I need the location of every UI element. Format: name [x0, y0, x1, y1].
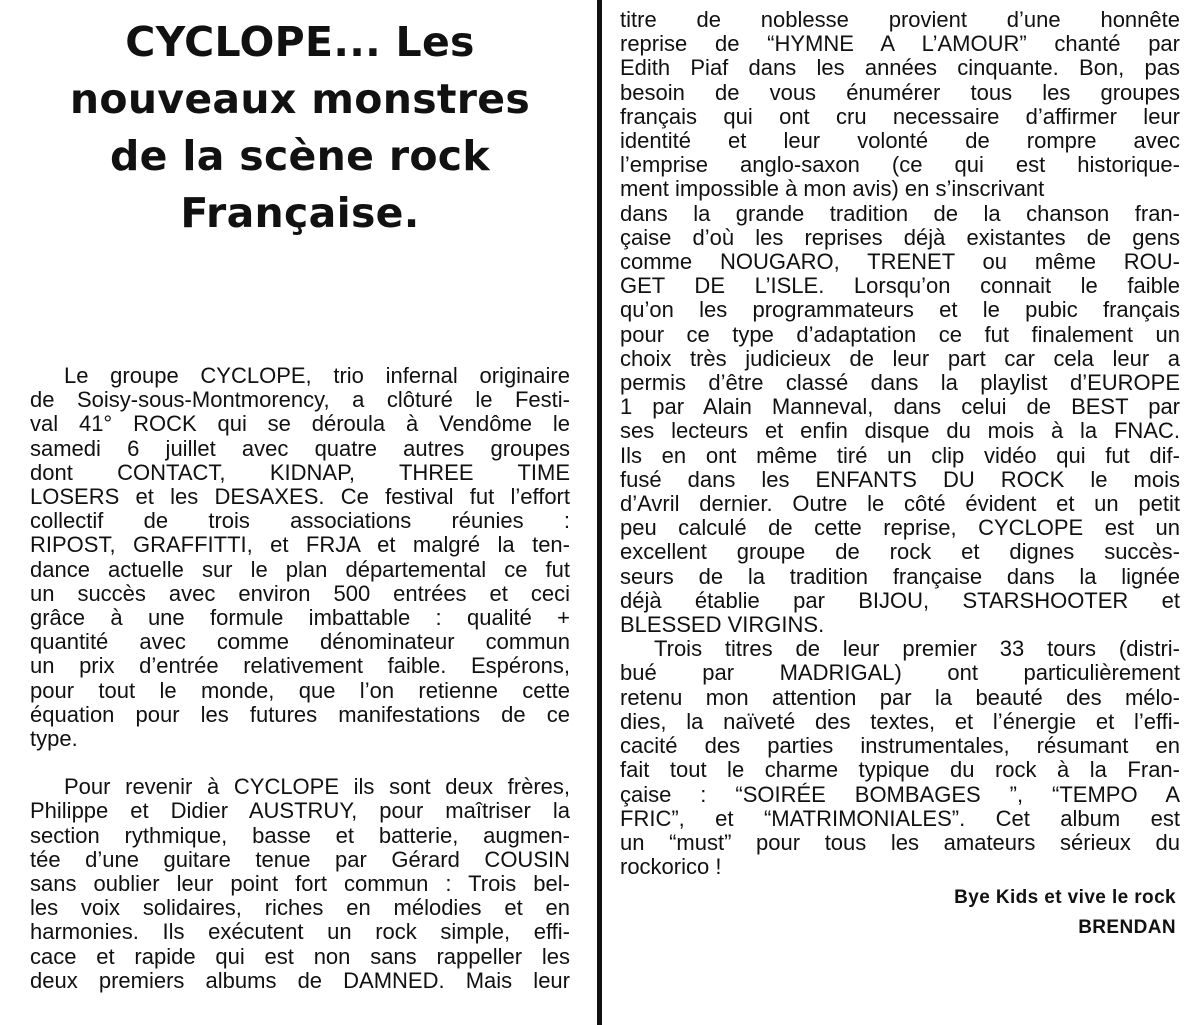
text-line: RIPOST, GRAFFITTI, et FRJA et malgré la ten- — [30, 532, 570, 558]
text-line: les voix solidaires, riches en mélodies et en — [30, 895, 570, 921]
left-paragraph-2 — [30, 775, 570, 993]
title-line: de la scène rock — [110, 132, 490, 180]
text-line: val 41° ROCK qui se déroula à Vendôme le — [30, 411, 570, 437]
text-line: Ils en ont même tiré un clip vidéo qui fut dif- — [620, 442, 1180, 468]
text-line: tée d’une guitare tenue par Gérard COUSIN — [30, 846, 570, 872]
text-line: un prix d’entrée relativement faible. Espérons, — [30, 653, 570, 679]
text-line: grâce à une formule imbattable : qualité + — [30, 605, 570, 631]
text-line: çaise : “SOIRÉE BOMBAGES ”, “TEMPO A — [620, 781, 1180, 807]
text-line: rockorico ! — [620, 854, 722, 880]
right-paragraph-2 — [620, 637, 1180, 879]
text-line: un “must” pour tous les amateurs sérieux du — [620, 829, 1180, 855]
text-line: pour ce type d’adaptation ce fut finalement un — [620, 321, 1180, 347]
text-line: de Soisy-sous-Montmorency, a clôturé le Festi- — [30, 387, 570, 413]
text-line: seurs de la tradition française dans la lignée — [620, 563, 1180, 589]
text-line: ses lecteurs et enfin disque du mois à la FNAC. — [620, 418, 1180, 444]
article-title — [30, 14, 570, 242]
text-line: choix très judicieux de leur part car cela leur a — [620, 345, 1180, 371]
text-line: fusé dans les ENFANTS DU ROCK le mois — [620, 466, 1180, 492]
text-line: deux premiers albums de DAMNED. Mais leur — [30, 967, 570, 993]
article-signoff: Bye Kids et vive le rock — [954, 887, 1176, 909]
title-line: CYCLOPE... Les — [125, 18, 475, 66]
text-line: un succès avec environ 500 entrées et ceci — [30, 580, 570, 606]
text-line: collectif de trois associations réunies : — [30, 508, 570, 534]
text-line: çaise d’où les reprises déjà existantes de gens — [620, 224, 1180, 250]
text-line: retenu mon attention par la beauté des mélo- — [620, 684, 1180, 710]
text-line: section rythmique, basse et batterie, augmen- — [30, 822, 570, 848]
text-line: cace et rapide qui est non sans rappeller les — [30, 943, 570, 969]
title-line: nouveaux monstres — [69, 75, 531, 123]
text-line: bué par MADRIGAL) ont particulièrement — [620, 660, 1180, 686]
text-line: qu’on les programmateurs et le pubic français — [620, 297, 1180, 323]
left-paragraph-1 — [30, 364, 570, 751]
text-line: l’emprise anglo-saxon (ce qui est historique- — [620, 152, 1180, 178]
text-line: cacité des parties instrumentales, résumant en — [620, 733, 1180, 759]
text-line: excellent groupe de rock et dignes succès- — [620, 539, 1180, 565]
text-line: dans la grande tradition de la chanson fran- — [620, 200, 1180, 226]
text-line: reprise de “HYMNE A L’AMOUR” chanté par — [620, 31, 1180, 57]
text-line: peu calculé de cette reprise, CYCLOPE est un — [620, 515, 1180, 541]
text-line: ment impossible à mon avis) en s’inscrivant — [620, 176, 1045, 202]
text-line: déjà établie par BIJOU, STARSHOOTER et — [620, 587, 1180, 613]
text-line: Edith Piaf dans les années cinquante. Bon, pas — [620, 55, 1180, 81]
column-divider — [597, 0, 602, 1025]
text-line: 1 par Alain Manneval, dans celui de BEST par — [620, 394, 1180, 420]
text-line: Trois titres de leur premier 33 tours (distri- — [654, 636, 1180, 662]
text-line: pour tout le monde, que l’on retienne cette — [30, 677, 570, 703]
text-line: harmonies. Ils exécutent un rock simple, effi- — [30, 919, 570, 945]
text-line: Pour revenir à CYCLOPE ils sont deux frères, — [64, 774, 570, 800]
text-line: BLESSED VIRGINS. — [620, 612, 825, 638]
title-line: Française. — [180, 189, 420, 237]
text-line: dies, la naïveté des textes, et l’énergie et l’effi- — [620, 708, 1180, 734]
text-line: d’Avril dernier. Outre le côté évident et un petit — [620, 491, 1180, 517]
text-line: besoin de vous énumérer tous les groupes — [620, 79, 1180, 105]
text-line: dont CONTACT, KIDNAP, THREE TIME — [30, 459, 570, 485]
text-line: fait tout le charme typique du rock à la Fran- — [620, 757, 1180, 783]
text-line: samedi 6 juillet avec quatre autres groupes — [30, 435, 570, 461]
article-author: BRENDAN — [1078, 917, 1176, 939]
left-column — [30, 14, 570, 993]
text-line: comme NOUGARO, TRENET ou même ROU- — [620, 249, 1180, 275]
text-line: GET DE L’ISLE. Lorsqu’on connait le faible — [620, 273, 1180, 299]
text-line: français qui ont cru necessaire d’affirmer leur — [620, 103, 1180, 129]
text-line: LOSERS et les DESAXES. Ce festival fut l’effort — [30, 484, 570, 510]
text-line: permis d’être classé dans la playlist d’EUROPE — [620, 370, 1180, 396]
text-line: Philippe et Didier AUSTRUY, pour maîtriser la — [30, 798, 570, 824]
text-line: quantité avec comme dénominateur commun — [30, 629, 570, 655]
text-line: sans oublier leur point fort commun : Trois bel- — [30, 871, 570, 897]
right-column — [620, 0, 1180, 943]
text-line: titre de noblesse provient d’une honnête — [620, 7, 1180, 32]
text-line: dance actuelle sur le plan départemental ce fut — [30, 556, 570, 582]
text-line: FRIC”, et “MATRIMONIALES”. Cet album est — [620, 805, 1180, 831]
text-line: équation pour les futures manifestations de ce — [30, 701, 570, 727]
text-line: identité et leur volonté de rompre avec — [620, 128, 1180, 154]
right-paragraph-1 — [620, 8, 1180, 637]
text-line: type. — [30, 726, 78, 752]
text-line: Le groupe CYCLOPE, trio infernal originaire — [64, 363, 570, 388]
